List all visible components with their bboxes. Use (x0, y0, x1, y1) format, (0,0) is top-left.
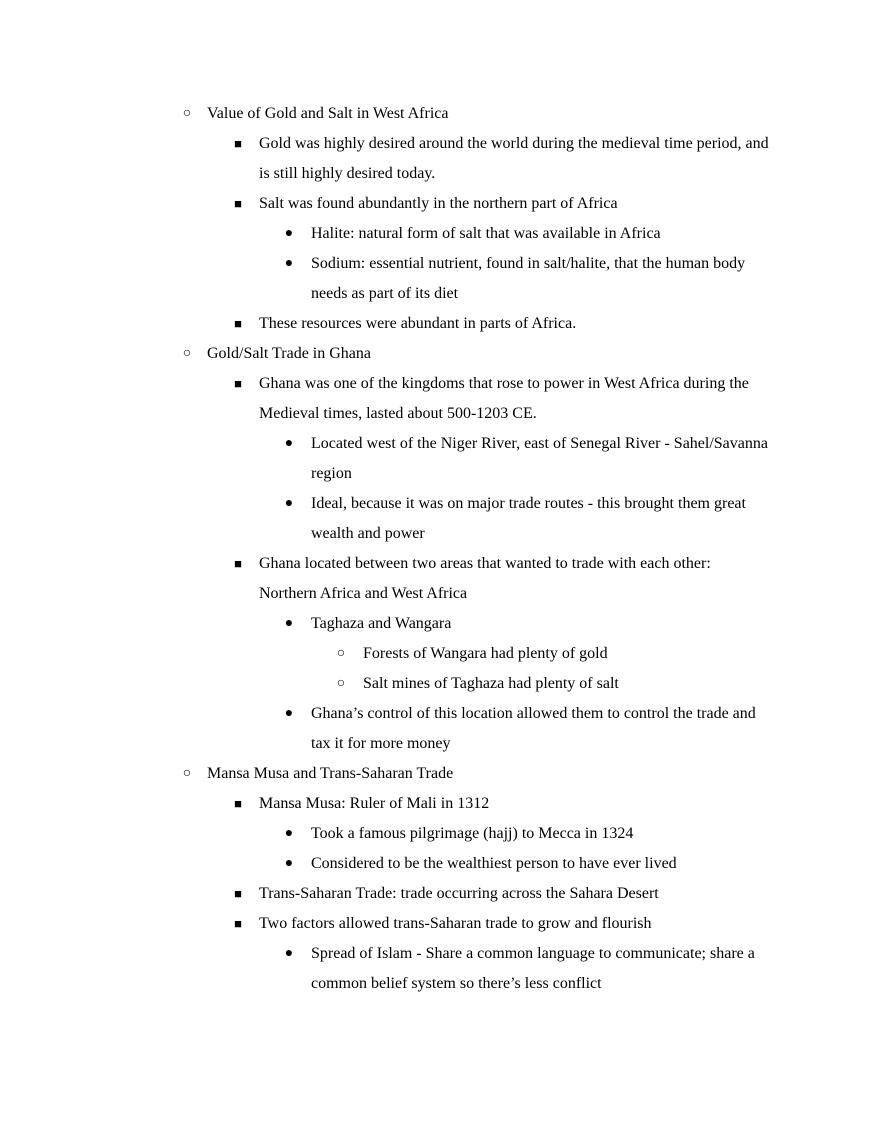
outline-item-text: Located west of the Niger River, east of Senegal River - Sahel/Savanna region (311, 435, 768, 482)
outline-item-text: Salt was found abundantly in the northern part of Africa (259, 195, 618, 212)
bullet-icon: ■ (234, 376, 242, 391)
bullet-icon: ○ (336, 646, 346, 661)
outline-item-text: Halite: natural form of salt that was available in Africa (311, 225, 661, 242)
outline-item-level-2 (0, 309, 770, 339)
bullet-icon: ■ (234, 316, 242, 331)
document-outline (0, 99, 770, 999)
outline-item-level-4 (0, 639, 770, 669)
outline-item-text: Taghaza and Wangara (311, 615, 452, 632)
bullet-icon: ■ (234, 916, 242, 931)
outline-item-level-4 (0, 669, 770, 699)
bullet-icon: ● (284, 946, 294, 961)
bullet-icon: ■ (234, 796, 242, 811)
outline-item-level-3 (0, 489, 770, 549)
bullet-icon: ● (284, 706, 294, 721)
outline-item-level-2 (0, 369, 770, 429)
outline-item-text: Spread of Islam - Share a common language to communicate; share a common belief system so there’s less conflict (311, 945, 755, 992)
outline-item-text: Sodium: essential nutrient, found in salt/halite, that the human body needs as part of its diet (311, 255, 746, 302)
outline-item-level-2 (0, 189, 770, 219)
outline-item-level-2 (0, 909, 770, 939)
outline-item-level-3 (0, 609, 770, 639)
outline-item-level-1 (0, 99, 770, 129)
outline-item-text: Two factors allowed trans-Saharan trade to grow and flourish (259, 915, 652, 932)
outline-item-level-3 (0, 819, 770, 849)
bullet-icon: ■ (234, 886, 242, 901)
outline-item-text: Ideal, because it was on major trade routes - this brought them great wealth and power (311, 495, 746, 542)
outline-item-level-2 (0, 549, 770, 609)
outline-item-level-3 (0, 849, 770, 879)
outline-item-level-1 (0, 339, 770, 369)
bullet-icon: ○ (182, 106, 192, 121)
outline-item-text: Ghana located between two areas that wanted to trade with each other: Northern Africa and West Africa (259, 555, 711, 602)
bullet-icon: ● (284, 226, 294, 241)
outline-item-text: Mansa Musa and Trans-Saharan Trade (207, 765, 454, 782)
bullet-icon: ○ (182, 766, 192, 781)
bullet-icon: ■ (234, 196, 242, 211)
outline-item-text: Gold was highly desired around the world during the medieval time period, and is still highly desired today. (259, 135, 769, 182)
outline-item-text: Considered to be the wealthiest person to have ever lived (311, 855, 677, 872)
outline-item-text: Ghana’s control of this location allowed them to control the trade and tax it for more money (311, 705, 756, 752)
outline-item-level-3 (0, 429, 770, 489)
outline-item-level-1 (0, 759, 770, 789)
bullet-icon: ● (284, 826, 294, 841)
outline-item-level-2 (0, 879, 770, 909)
outline-item-level-3 (0, 939, 770, 999)
bullet-icon: ● (284, 496, 294, 511)
bullet-icon: ■ (234, 556, 242, 571)
bullet-icon: ● (284, 616, 294, 631)
outline-item-level-3 (0, 219, 770, 249)
bullet-icon: ○ (182, 346, 192, 361)
bullet-icon: ● (284, 856, 294, 871)
outline-item-text: Value of Gold and Salt in West Africa (207, 105, 449, 122)
outline-item-text: Gold/Salt Trade in Ghana (207, 345, 371, 362)
outline-item-text: Trans-Saharan Trade: trade occurring across the Sahara Desert (259, 885, 659, 902)
outline-item-text: Mansa Musa: Ruler of Mali in 1312 (259, 795, 490, 812)
bullet-icon: ○ (336, 676, 346, 691)
bullet-icon: ● (284, 436, 294, 451)
outline-item-text: These resources were abundant in parts of Africa. (259, 315, 577, 332)
bullet-icon: ● (284, 256, 294, 271)
bullet-icon: ■ (234, 136, 242, 151)
outline-item-level-2 (0, 129, 770, 189)
outline-item-level-3 (0, 699, 770, 759)
outline-item-level-3 (0, 249, 770, 309)
outline-item-text: Forests of Wangara had plenty of gold (363, 645, 608, 662)
outline-item-text: Salt mines of Taghaza had plenty of salt (363, 675, 619, 692)
outline-item-text: Ghana was one of the kingdoms that rose to power in West Africa during the Medieval times, lasted about 500-1203 CE. (259, 375, 749, 422)
outline-item-text: Took a famous pilgrimage (hajj) to Mecca in 1324 (311, 825, 634, 842)
outline-item-level-2 (0, 789, 770, 819)
